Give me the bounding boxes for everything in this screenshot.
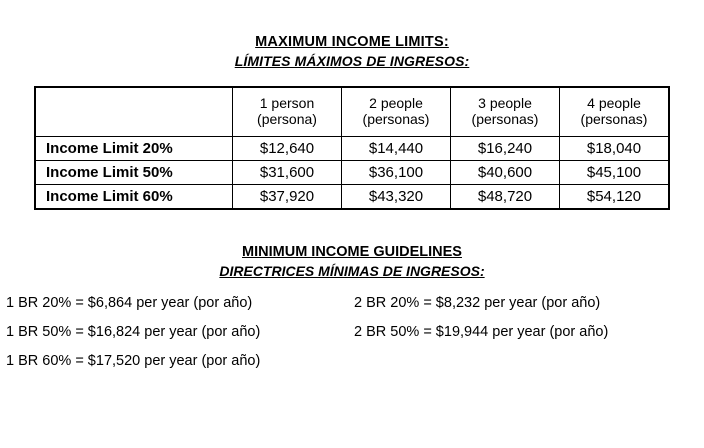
max-income-heading-block	[0, 34, 704, 69]
cell-20-4people: $18,040	[560, 137, 670, 161]
column-header-line2: (personas)	[362, 111, 430, 127]
column-header-line2: (personas)	[471, 111, 539, 127]
max-income-title-en: MAXIMUM INCOME LIMITS:	[255, 34, 449, 50]
column-header-line1: 3 people	[478, 95, 532, 112]
cell-50-3people: $40,600	[451, 161, 560, 185]
minimum-income-guidelines-list	[0, 295, 704, 369]
min-income-title-es: DIRECTRICES MÍNIMAS DE INGRESOS:	[219, 263, 485, 279]
table-row	[35, 161, 669, 185]
guideline-1br-20: 1 BR 20% = $6,864 per year (por año)	[6, 295, 253, 311]
table-column-header-1	[233, 87, 342, 137]
column-header-line2: (persona)	[257, 111, 317, 127]
min-income-title-en: MINIMUM INCOME GUIDELINES	[242, 244, 462, 260]
column-header-line2: (personas)	[580, 111, 648, 127]
cell-20-1person: $12,640	[233, 137, 342, 161]
cell-20-2people: $14,440	[342, 137, 451, 161]
table-header-row	[35, 87, 669, 137]
cell-60-3people: $48,720	[451, 185, 560, 210]
cell-60-4people: $54,120	[560, 185, 670, 210]
cell-50-2people: $36,100	[342, 161, 451, 185]
table-row	[35, 137, 669, 161]
max-income-title-es: LÍMITES MÁXIMOS DE INGRESOS:	[234, 53, 470, 69]
cell-50-4people: $45,100	[560, 161, 670, 185]
guideline-1br-50: 1 BR 50% = $16,824 per year (por año)	[6, 324, 261, 340]
income-limits-table	[34, 86, 670, 210]
guideline-row	[6, 295, 704, 311]
document-page	[0, 34, 704, 448]
guideline-empty	[354, 353, 684, 369]
min-income-heading-block	[0, 244, 704, 279]
income-limits-table-wrapper	[0, 86, 704, 210]
guideline-row	[6, 353, 704, 369]
column-header-line1: 2 people	[369, 95, 423, 112]
cell-60-1person: $37,920	[233, 185, 342, 210]
column-header-line1: 4 people	[587, 95, 641, 112]
table-column-header-4	[560, 87, 670, 137]
guideline-1br-60: 1 BR 60% = $17,520 per year (por año)	[6, 353, 261, 369]
table-column-header-3	[451, 87, 560, 137]
cell-20-3people: $16,240	[451, 137, 560, 161]
row-label-income-limit-20: Income Limit 20%	[35, 137, 233, 161]
row-label-income-limit-50: Income Limit 50%	[35, 161, 233, 185]
table-row	[35, 185, 669, 210]
guideline-row	[6, 324, 704, 340]
column-header-line1: 1 person	[259, 95, 315, 112]
cell-50-1person: $31,600	[233, 161, 342, 185]
cell-60-2people: $43,320	[342, 185, 451, 210]
guideline-2br-50: 2 BR 50% = $19,944 per year (por año)	[354, 324, 609, 340]
guideline-2br-20: 2 BR 20% = $8,232 per year (por año)	[354, 295, 601, 311]
table-column-header-2	[342, 87, 451, 137]
table-corner-cell	[35, 87, 233, 137]
row-label-income-limit-60: Income Limit 60%	[35, 185, 233, 210]
